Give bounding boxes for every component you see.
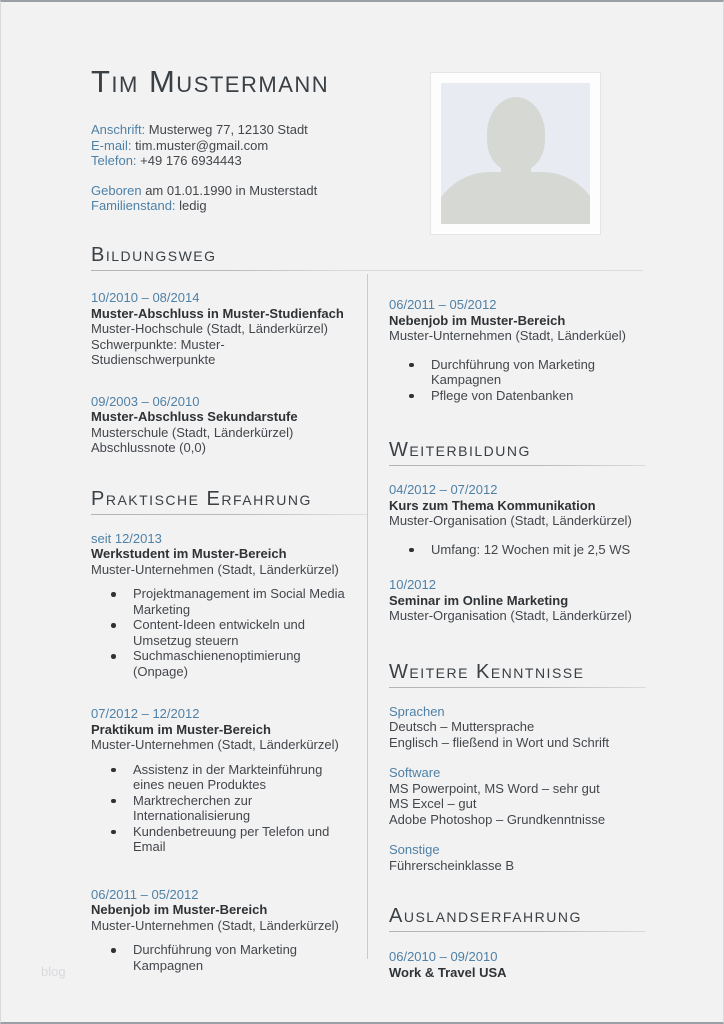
entry-date: seit 12/2013 bbox=[91, 530, 162, 546]
bullet-item: Assistenz in der Markteinführung eines neuen Produktes bbox=[133, 762, 345, 793]
skills-line: MS Excel – gut bbox=[389, 796, 477, 811]
right-column bbox=[389, 289, 643, 980]
bullet-item: Projektmanagement im Social Media Marketing bbox=[133, 586, 345, 617]
bullet-list bbox=[91, 586, 345, 679]
section-weitere-kenntnisse-header bbox=[389, 659, 643, 688]
education-entry bbox=[91, 282, 345, 368]
skills-line: Englisch – fließend in Wort und Schrift bbox=[389, 734, 610, 750]
contact-line-phone bbox=[91, 153, 317, 169]
experience-entry bbox=[389, 289, 643, 403]
skills-group-sprachen bbox=[389, 704, 643, 751]
skills-group-label: Sonstige bbox=[389, 842, 440, 857]
skills-group-sonstige bbox=[389, 842, 643, 873]
bullet-list bbox=[91, 942, 345, 973]
bullet-item: Kundenbetreuung per Telefon und Email bbox=[133, 824, 345, 855]
entry-company: Muster-Unternehmen (Stadt, Länderkürzel) bbox=[91, 737, 339, 752]
entry-title: Kurs zum Thema Kommunikation bbox=[389, 497, 596, 513]
bullet-item: Durchführung von Marketing Kampagnen bbox=[133, 942, 345, 973]
entry-company: Muster-Unternehmen (Stadt, Länderküel) bbox=[389, 328, 627, 343]
column-divider bbox=[367, 274, 368, 959]
contact-label: Familienstand: bbox=[91, 198, 176, 214]
bullet-list bbox=[389, 357, 643, 404]
entry-company: Muster-Unternehmen (Stadt, Länderkürzel) bbox=[91, 561, 339, 577]
entry-date: 07/2012 – 12/2012 bbox=[91, 706, 200, 721]
section-auslandserfahrung-header bbox=[389, 903, 643, 932]
entry-line: Schwerpunkte: Muster-Studienschwerpunkte bbox=[91, 336, 225, 367]
bullet-item: Umfang: 12 Wochen mit je 2,5 WS bbox=[431, 542, 643, 558]
experience-entry bbox=[91, 531, 345, 680]
contact-line-email bbox=[91, 138, 317, 154]
entry-date: 04/2012 – 07/2012 bbox=[389, 482, 498, 497]
entry-line: Muster-Hochschule (Stadt, Länderkürzel) bbox=[91, 321, 328, 336]
entry-company: Muster-Unternehmen (Stadt, Länderkürzel) bbox=[91, 917, 339, 933]
skills-group-label: Sprachen bbox=[389, 703, 445, 719]
entry-line: Abschlussnote (0,0) bbox=[91, 440, 206, 455]
section-praktische-erfahrung-header bbox=[91, 486, 345, 515]
silhouette-shoulders bbox=[441, 172, 590, 224]
section-rule bbox=[389, 465, 646, 466]
experience-entry bbox=[91, 887, 345, 974]
bullet-item: Content-Ideen entwickeln und Umsetzug steuern bbox=[133, 617, 345, 648]
training-entry bbox=[389, 577, 643, 624]
bullet-list bbox=[91, 762, 345, 855]
section-title-praktische-erfahrung: Praktische Erfahrung bbox=[91, 487, 312, 510]
bullet-item: Suchmaschienenoptimierung (Onpage) bbox=[133, 648, 345, 679]
entry-line: Musterschule (Stadt, Länderkürzel) bbox=[91, 424, 294, 440]
photo-frame bbox=[430, 72, 601, 235]
person-name: Tim Mustermann bbox=[91, 64, 330, 99]
bullet-item: Marktrecherchen zur Internationalisierung bbox=[133, 793, 345, 824]
bullet-item: Durchführung von Marketing Kampagnen bbox=[431, 357, 643, 388]
section-weiterbildung-header bbox=[389, 437, 643, 466]
contact-label: Anschrift: bbox=[91, 122, 146, 137]
contact-label: Geboren bbox=[91, 182, 142, 198]
entry-title: Werkstudent im Muster-Bereich bbox=[91, 546, 287, 561]
entry-date: 10/2010 – 08/2014 bbox=[91, 290, 200, 305]
entry-title: Muster-Abschluss Sekundarstufe bbox=[91, 409, 298, 424]
entry-date: 06/2011 – 05/2012 bbox=[91, 886, 199, 902]
abroad-entry bbox=[389, 949, 643, 980]
section-title-auslandserfahrung: Auslandserfahrung bbox=[389, 905, 582, 927]
contact-value: +49 176 6934443 bbox=[136, 153, 242, 169]
contact-line-birth bbox=[91, 183, 317, 199]
section-bildungsweg-header bbox=[91, 242, 643, 271]
skills-line: MS Powerpoint, MS Word – sehr gut bbox=[389, 780, 600, 796]
skills-group-label: Software bbox=[389, 765, 441, 780]
photo-placeholder bbox=[441, 83, 590, 224]
experience-entry bbox=[91, 706, 345, 855]
skills-line: Adobe Photoshop – Grundkenntnisse bbox=[389, 811, 606, 827]
entry-title: Work & Travel USA bbox=[389, 964, 507, 980]
skills-line: Führerscheinklasse B bbox=[389, 857, 514, 873]
entry-date: 09/2003 – 06/2010 bbox=[91, 393, 200, 409]
contact-block bbox=[91, 122, 317, 214]
entry-company: Muster-Organisation (Stadt, Länderkürzel) bbox=[389, 608, 632, 623]
training-entry bbox=[389, 482, 643, 557]
contact-line-marital bbox=[91, 198, 317, 214]
section-title-weiterbildung: Weiterbildung bbox=[389, 439, 531, 461]
contact-line-address bbox=[91, 122, 317, 138]
bullet-item: Pflege von Datenbanken bbox=[431, 388, 643, 404]
entry-date: 06/2010 – 09/2010 bbox=[389, 949, 498, 964]
contact-value: Musterweg 77, 12130 Stadt bbox=[145, 122, 308, 137]
skills-line: Deutsch – Muttersprache bbox=[389, 719, 535, 734]
section-rule bbox=[91, 514, 367, 515]
contact-value: ledig bbox=[175, 198, 207, 214]
education-entry bbox=[91, 394, 345, 456]
left-column bbox=[91, 282, 345, 973]
contact-label: E-mail: bbox=[91, 137, 132, 153]
entry-title: Nebenjob im Muster-Bereich bbox=[389, 312, 566, 328]
entry-title: Seminar im Online Marketing bbox=[389, 592, 569, 608]
watermark-text: blog bbox=[41, 964, 66, 979]
silhouette-head bbox=[487, 97, 545, 171]
entry-title: Praktikum im Muster-Bereich bbox=[91, 721, 271, 737]
entry-company: Muster-Organisation (Stadt, Länderkürzel) bbox=[389, 513, 632, 528]
section-rule bbox=[389, 931, 646, 932]
entry-title: Nebenjob im Muster-Bereich bbox=[91, 902, 268, 917]
section-rule bbox=[389, 687, 646, 688]
skills-group-software bbox=[389, 765, 643, 827]
contact-label: Telefon: bbox=[91, 153, 137, 169]
entry-date: 06/2011 – 05/2012 bbox=[389, 297, 497, 312]
entry-date: 10/2012 bbox=[389, 577, 436, 592]
contact-value: am 01.01.1990 in Musterstadt bbox=[141, 182, 318, 198]
section-rule bbox=[91, 270, 643, 271]
section-title-weitere-kenntnisse: Weitere Kenntnisse bbox=[389, 660, 585, 683]
bullet-list bbox=[389, 542, 643, 558]
contact-value: tim.muster@gmail.com bbox=[131, 137, 269, 153]
section-title-bildungsweg: Bildungsweg bbox=[91, 244, 217, 266]
entry-title: Muster-Abschluss in Muster-Studienfach bbox=[91, 305, 344, 321]
